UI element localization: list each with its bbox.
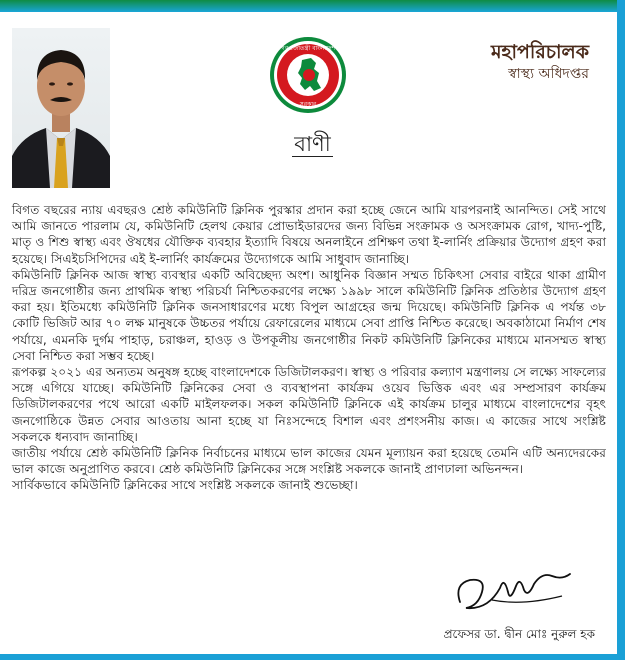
director-general-photo	[12, 28, 110, 188]
message-heading-text: বাণী	[294, 132, 331, 156]
message-paragraph: রূপকল্প ২০২১ এর অন্যতম অনুষঙ্গ হচ্ছে বাংলাদেশকে ডিজিটালকরণ। স্বাস্থ্য ও পরিবার কল্যাণ মন্ত্রণালয় সে লক্ষ্যে সাফল্যের সঙ্গে এগিয়ে যাচ্ছে। কমিউনিটি ক্লিনিকের সেবা ও ব্যবস্থাপনা কার্যক্রম ওয়েব ভিত্তিক এবং এর সম্প্রসারণ কার্যক্রম ডিজিটালকরণের পথে আরো একটি মাইলফলক। সকল কমিউনিটি ক্লিনিকে এই কার্যক্রম চালুর মাধ্যমে বাংলাদেশের বৃহৎ জনগোষ্ঠিকে উন্নত সেবার আওতায় আনা হচ্ছে যা নিঃসন্দেহে বিশাল এবং প্রশংসনীয় কাজ। এ কাজের সাথে সংশ্লিষ্ট সকলকে ধন্যবাদ জানাচ্ছি।	[12, 365, 606, 444]
seal-bottom-text: সরকার	[299, 101, 317, 108]
government-seal-logo	[269, 36, 347, 114]
message-paragraph: সার্বিকভাবে কমিউনিটি ক্লিনিকের সাথে সংশ্লিষ্ট সকলকে জানাই শুভেচ্ছা।	[12, 478, 358, 493]
designation-block	[491, 40, 589, 84]
department-name: স্বাস্থ্য অধিদপ্তর	[508, 66, 589, 82]
signatory-name: প্রফেসর ডা. দ্বীন মোঃ নুরুল হক	[443, 627, 595, 641]
message-paragraph: জাতীয় পর্যায়ে শ্রেষ্ঠ কমিউনিটি ক্লিনিক নির্বাচনের মাধ্যমে ভাল কাজের যেমন মূল্যায়ন করা হয়েছে তেমনি এটি অন্যদেরকের ভাল কাজে অনুপ্রাণিত করবে। শ্রেষ্ঠ কমিউনিটি ক্লিনিকের সঙ্গে সংশ্লিষ্ট সকলকে জানাই প্রাণঢালা অভিনন্দন।	[12, 446, 606, 477]
message-paragraph: কমিউনিটি ক্লিনিক আজ স্বাস্থ্য ব্যবস্থার একটি অবিচ্ছেদ্য অংশ। আধুনিক বিজ্ঞান সম্মত চিকিৎসা সেবার বাইরে থাকা গ্রামীণ দরিদ্র জনগোষ্ঠীর জন্য প্রাথমিক স্বাস্থ্য পরিচর্যা নিশ্চিতকরণের লক্ষ্যে ১৯৯৮ সালে কমিউনিটি ক্লিনিক প্রতিষ্ঠার উদ্যোগ গ্রহণ করা হয়। ইতিমধ্যে কমিউনিটি ক্লিনিক জনসাধারণের মধ্যে বিপুল আগ্রহের জন্ম দিয়েছে। কমিউনিটি ক্লিনিক এ পর্যন্ত ৩৮ কোটি ভিজিট আর ৭০ লক্ষ মানুষকে উচ্চতর পর্যায়ে রেফারেলের মাধ্যমে সেবা প্রাপ্তি নিশ্চিত করেছে। অবকাঠামো নির্মাণ শেষ পর্যায়ে, এমনকি দুর্গম পাহাড়, চরাঞ্চল, হাওড় ও উপকূলীয় জনগোষ্ঠীর নিকট কমিউনিটি ক্লিনিকের মাধ্যমে মানসম্মত স্বাস্থ্য সেবা নিশ্চিত করা সম্ভব হচ্ছে।	[12, 267, 606, 363]
designation-title: মহাপরিচালক	[490, 41, 589, 63]
message-body	[12, 202, 606, 494]
message-paragraph: বিগত বছরের ন্যায় এবছরও শ্রেষ্ঠ কমিউনিটি ক্লিনিক পুরস্কার প্রদান করা হচ্ছে জেনে আমি যারপরনাই আনন্দিত। সেই সাথে আমি জানতে পারলাম যে, কমিউনিটি হেলথ কেয়ার প্রোভাইডারদের জন্য বিভিন্ন সংক্রামক ও অসংক্রামক রোগ, খাদ্য-পুষ্টি, মাতৃ ও শিশু স্বাস্থ্য এবং ঔষধের যৌক্তিক ব্যবহার ইত্যাদি বিষয়ে অনলাইনে প্রশিক্ষণ তথা ই-লার্নিং প্রক্রিয়ার উদ্যোগ গ্রহণ করা হয়েছে। সিএইচসিপিদের এই ই-লার্নিং কার্যক্রমের উদ্যোগকে আমি সাধুবাদ জানাচ্ছি।	[12, 203, 606, 266]
seal-top-text: গণপ্রজাতন্ত্রী বাংলাদেশ	[280, 45, 336, 52]
handwritten-signature	[452, 562, 578, 618]
message-heading	[0, 128, 625, 163]
